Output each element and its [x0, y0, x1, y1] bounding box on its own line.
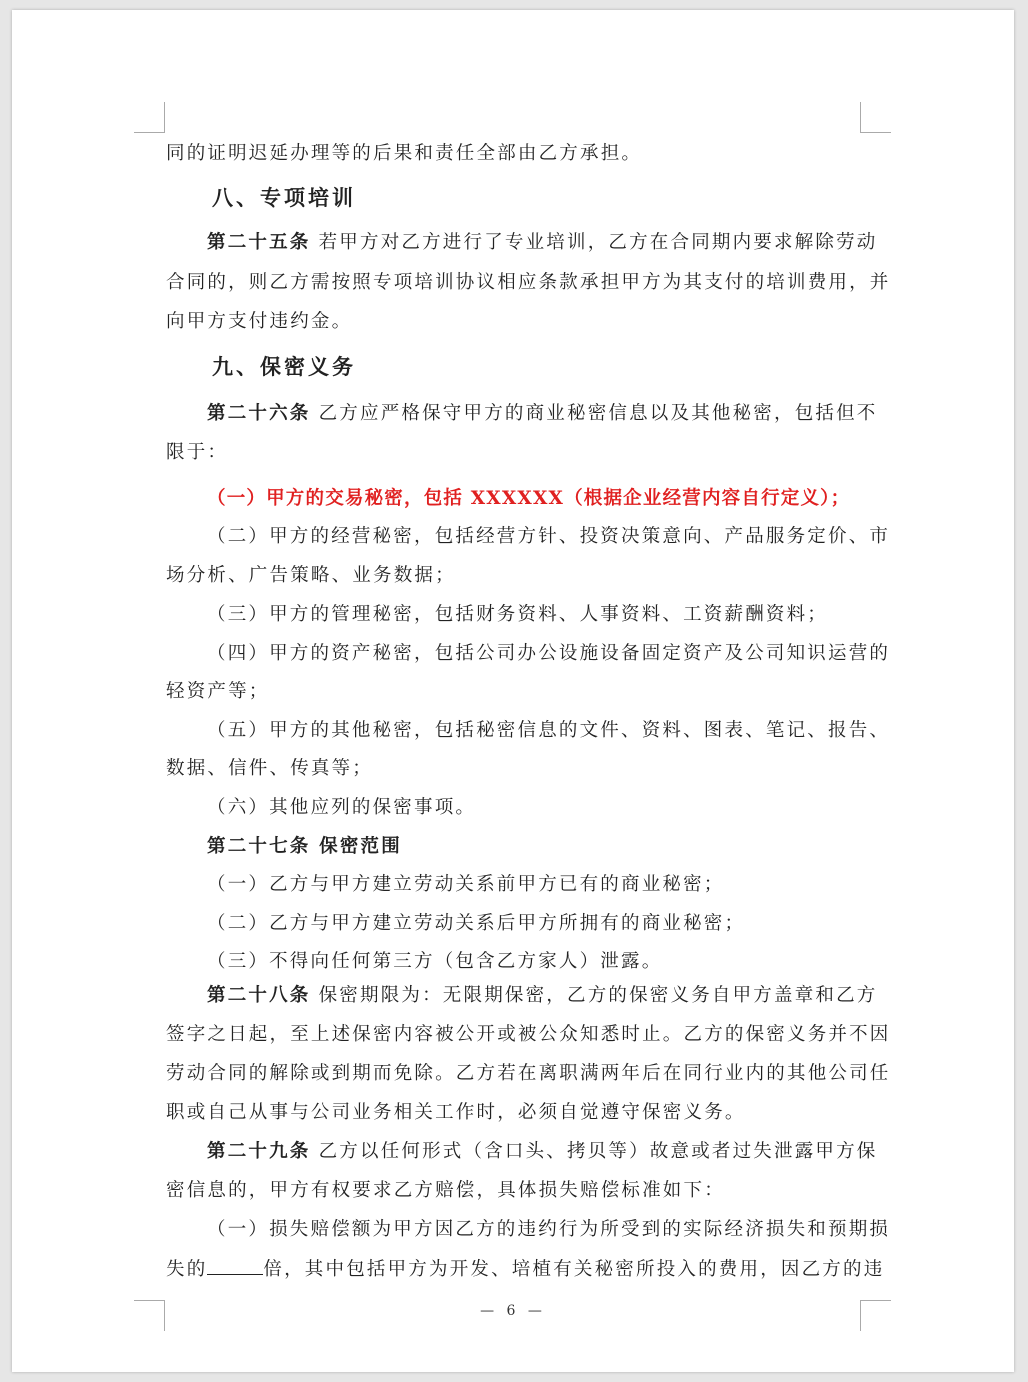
- secret-item-4-line-1: （四）甲方的资产秘密，包括公司办公设施设备固定资产及公司知识运营的: [207, 643, 891, 664]
- article-25-line-2: 合同的，则乙方需按照专项培训协议相应条款承担甲方为其支付的培训费用，并: [166, 272, 891, 293]
- secret-item-1-highlighted: （一）甲方的交易秘密，包括 XXXXXX（根据企业经营内容自行定义）；: [207, 488, 851, 509]
- article-26-text: 乙方应严格保守甲方的商业秘密信息以及其他秘密，包括但不: [310, 403, 878, 424]
- compensation-item-1-line-1: （一）损失赔偿额为甲方因乙方的违约行为所受到的实际经济损失和预期损: [207, 1219, 891, 1240]
- article-29-label: 第二十九条: [207, 1141, 311, 1162]
- article-29-line-2: 密信息的，甲方有权要求乙方赔偿，具体损失赔偿标准如下：: [166, 1180, 725, 1201]
- article-29-line-1: [207, 1139, 878, 1165]
- secret-item-2-line-1: （二）甲方的经营秘密，包括经营方针、投资决策意向、产品服务定价、市: [207, 526, 891, 547]
- article-28-text: 保密期限为：无限期保密，乙方的保密义务自甲方盖章和乙方: [310, 985, 878, 1006]
- paragraph-line: 同的证明迟延办理等的后果和责任全部由乙方承担。: [166, 143, 643, 164]
- scope-item-1: （一）乙方与甲方建立劳动关系前甲方已有的商业秘密；: [207, 874, 725, 895]
- secret-item-2-line-2: 场分析、广告策略、业务数据；: [166, 565, 456, 586]
- compensation-item-1-line-2: [166, 1256, 885, 1283]
- article-28-line-2: 签字之日起，至上述保密内容被公开或被公众知悉时止。乙方的保密义务并不因: [166, 1024, 891, 1045]
- article-28-line-4: 职或自己从事与公司业务相关工作时，必须自觉遵守保密义务。: [166, 1102, 746, 1123]
- scope-item-3: （三）不得向任何第三方（包含乙方家人）泄露。: [207, 951, 663, 972]
- document-page: [12, 10, 1014, 1372]
- article-27-heading: 第二十七条 保密范围: [207, 836, 402, 857]
- article-26-label: 第二十六条: [207, 403, 311, 424]
- secret-item-5-line-2: 数据、信件、传真等；: [166, 758, 374, 779]
- article-29-text: 乙方以任何形式（含口头、拷贝等）故意或者过失泄露甲方保: [310, 1141, 878, 1162]
- article-25-line-1: [207, 230, 878, 256]
- page-number: — 6 —: [480, 1303, 546, 1319]
- scope-item-2: （二）乙方与甲方建立劳动关系后甲方所拥有的商业秘密；: [207, 913, 746, 934]
- article-26-line-2: 限于：: [166, 442, 229, 463]
- crop-mark-top-left: [134, 102, 165, 133]
- secret-item-3: （三）甲方的管理秘密，包括财务资料、人事资料、工资薪酬资料；: [207, 604, 829, 625]
- article-28-line-3: 劳动合同的解除或到期而免除。乙方若在离职满两年后在同行业内的其他公司任: [166, 1063, 891, 1084]
- crop-mark-top-right: [860, 102, 891, 133]
- secret-item-6: （六）其他应列的保密事项。: [207, 797, 477, 818]
- article-28-line-1: [207, 983, 878, 1009]
- compensation-text-b: 倍，其中包括甲方为开发、培植有关秘密所投入的费用，因乙方的违: [263, 1259, 885, 1280]
- section-heading-9: 九、保密义务: [212, 354, 356, 379]
- secret-item-5-line-1: （五）甲方的其他秘密，包括秘密信息的文件、资料、图表、笔记、报告、: [207, 720, 891, 741]
- article-25-text: 若甲方对乙方进行了专业培训，乙方在合同期内要求解除劳动: [310, 232, 878, 253]
- multiplier-blank: [207, 1256, 263, 1275]
- article-25-label: 第二十五条: [207, 232, 311, 253]
- compensation-text-a: 失的: [166, 1259, 208, 1280]
- section-heading-8: 八、专项培训: [212, 185, 356, 210]
- article-26-line-1: [207, 401, 878, 427]
- secret-item-4-line-2: 轻资产等；: [166, 681, 270, 702]
- article-28-label: 第二十八条: [207, 985, 311, 1006]
- article-25-line-3: 向甲方支付违约金。: [166, 311, 353, 332]
